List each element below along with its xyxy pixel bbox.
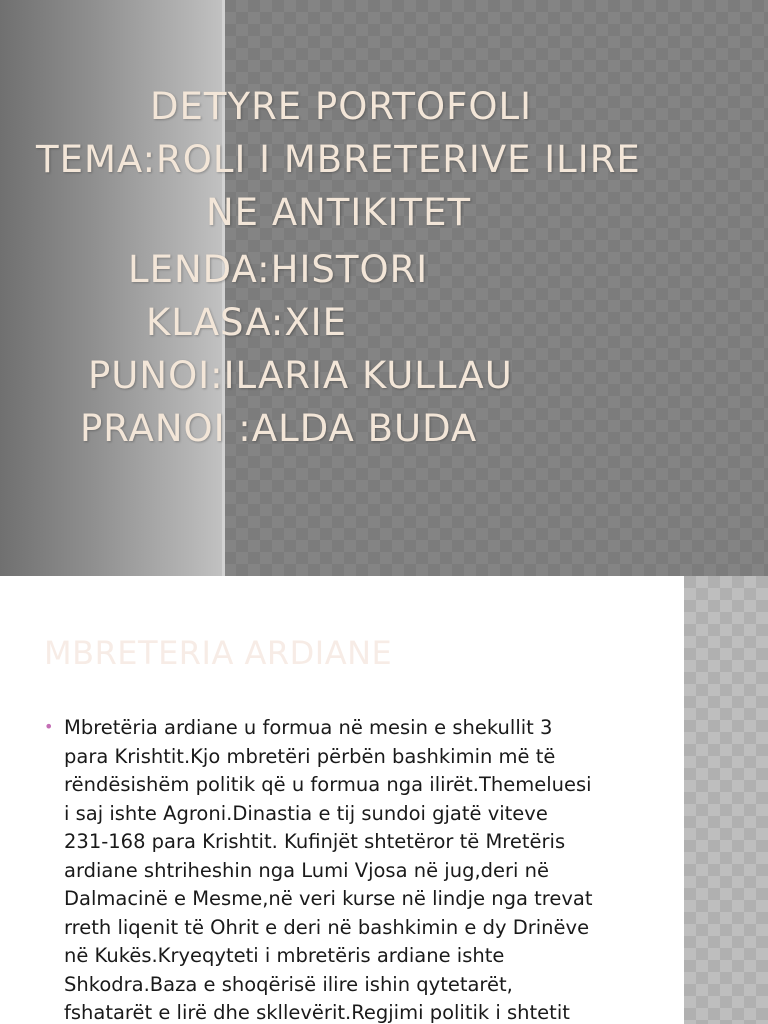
bullet-list [44,714,644,1024]
bullet-text-line: rreth liqenit të Ohrit e deri në bashkimin e dy Drinëve [64,915,590,939]
slide-heading: MBRETERIA ARDIANE [44,634,393,672]
bullet-text-line: fshatarët e lirë dhe skllevërit.Regjimi politik i shtetit [64,1001,570,1024]
bullet-text-line: Dalmacinë e Mesme,në veri kurse në lindje nga trevat [64,887,593,910]
bullet-text-line: rëndësishëm politik që u formua nga ilirët.Themeluesi [64,773,592,796]
bullet-text-line: para Krishtit.Kjo mbretëri përbën bashkimin më të [64,744,556,768]
bullet-text-line: 231-168 para Krishtit. Kufinjët shtetëror të Mretëris [64,830,566,853]
bullet-text-line: Mbretëria ardiane u formua në mesin e shekullit 3 [64,716,553,739]
bullet-text-line: në Kukës.Kryeqyteti i mbretëris ardiane ishte [64,944,505,967]
bullet-text-line: i saj ishte Agroni.Dinastia e tij sundoi gjatë viteve [64,801,548,825]
content-slide [0,576,768,1024]
title-line-assignment: DETYRE PORTOFOLI [150,85,533,128]
bullet-dot-icon: • [44,717,54,736]
bullet-text-line: Shkodra.Baza e shoqërisë ilire ishin qytetarët, [64,972,513,996]
title-line-reviewer: PRANOI :ALDA BUDA [80,407,478,450]
title-line-class: KLASA:XIE [146,301,347,344]
bullet-text-line: ardiane shtriheshin nga Lumi Vjosa në jug,deri në [64,858,550,882]
title-line-topic-cont: NE ANTIKITET [206,191,472,234]
right-pattern-strip [684,576,768,1024]
title-line-author: PUNOI:ILARIA KULLAU [88,354,513,397]
title-line-subject: LENDA:HISTORI [128,248,429,291]
bullet-item [44,714,644,1024]
title-line-topic: TEMA:ROLI I MBRETERIVE ILIRE [36,138,641,181]
